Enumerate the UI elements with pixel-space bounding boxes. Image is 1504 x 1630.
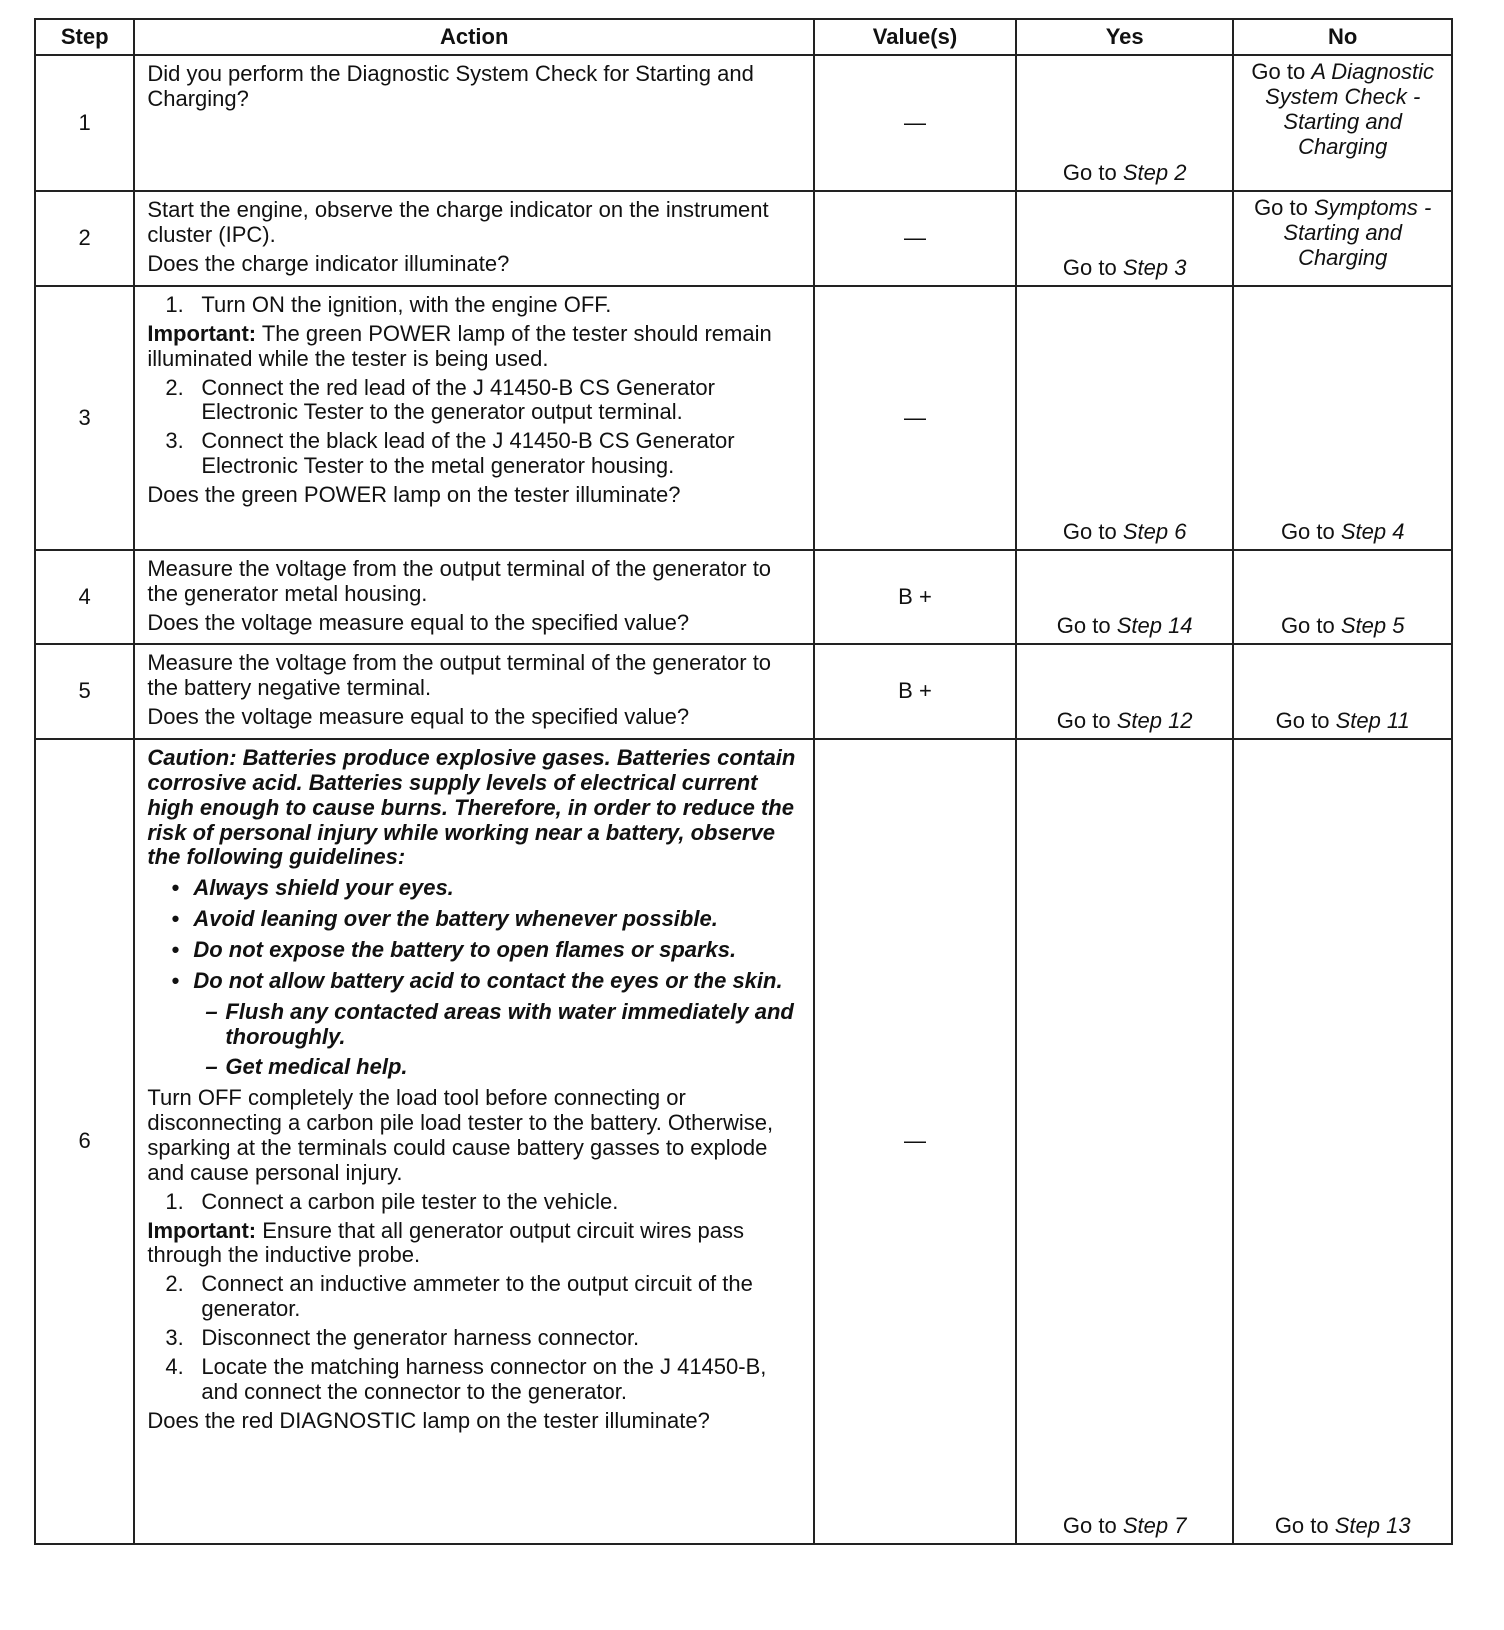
no-cell (1233, 644, 1452, 739)
step-number: 1 (35, 55, 134, 191)
important-label: Important: (147, 1217, 257, 1243)
dash-glyph: – (205, 1054, 218, 1080)
table-row (35, 739, 1452, 1544)
no-cell (1233, 739, 1452, 1544)
header-yes: Yes (1016, 19, 1234, 55)
value-cell: — (814, 55, 1016, 191)
no-step-link[interactable]: A Diagnostic System Check - Starting and Charging (1265, 59, 1435, 159)
yes-step-link[interactable]: Step 2 (1122, 160, 1187, 186)
action-cell (134, 644, 814, 739)
item-text: Connect an inductive ammeter to the output circuit of the generator. (201, 1271, 753, 1322)
step-number: 6 (35, 739, 134, 1544)
value-cell: B + (814, 644, 1016, 739)
action-question: Does the charge indicator illuminate? (147, 250, 510, 276)
sub-bullet-item (147, 1000, 803, 1050)
no-step-link[interactable]: Step 11 (1335, 708, 1410, 734)
bullet-text: Avoid leaning over the battery whenever possible. (193, 906, 718, 932)
no-step-link[interactable]: Step 4 (1340, 519, 1405, 545)
item-text: Disconnect the generator harness connector. (201, 1325, 640, 1351)
action-cell (134, 55, 814, 191)
sub-bullet-item (147, 1055, 803, 1080)
bullet-glyph: • (171, 906, 180, 932)
yes-step-link[interactable]: Step 7 (1122, 1513, 1187, 1539)
item-number: 3. (165, 1325, 184, 1351)
action-text: Did you perform the Diagnostic System Check for Starting and Charging? (147, 61, 754, 111)
no-cell (1233, 550, 1452, 644)
yes-prefix: Go to (1062, 519, 1117, 545)
sub-bullet-text: Get medical help. (225, 1054, 408, 1080)
table-row (35, 550, 1452, 644)
action-text: Start the engine, observe the charge indicator on the instrument cluster (IPC). (147, 197, 769, 247)
no-cell (1233, 286, 1452, 550)
item-number: 3. (165, 428, 184, 454)
step-number: 2 (35, 191, 134, 286)
header-action: Action (134, 19, 814, 55)
numbered-item (147, 1272, 803, 1322)
bullet-item (147, 938, 803, 963)
yes-step-link[interactable]: Step 14 (1116, 613, 1193, 639)
yes-cell (1016, 550, 1234, 644)
item-text: Connect the red lead of the J 41450-B CS Generator Electronic Tester to the generator output terminal. (201, 374, 715, 425)
numbered-item (147, 429, 803, 479)
diagnostic-table (34, 18, 1453, 1545)
bullet-glyph: • (171, 967, 180, 993)
value-cell: — (814, 286, 1016, 550)
bullet-text: Always shield your eyes. (193, 875, 454, 901)
yes-prefix: Go to (1062, 255, 1117, 281)
bullet-glyph: • (171, 875, 180, 901)
important-note (147, 1219, 803, 1269)
important-text: The green POWER lamp of the tester should remain illuminated while the tester is being used. (147, 320, 772, 371)
item-number: 2. (165, 1271, 184, 1297)
yes-cell (1016, 191, 1234, 286)
turn-off-text: Turn OFF completely the load tool before connecting or disconnecting a carbon pile load tester to the battery. Otherwise, sparking at the terminals could cause battery gasses to explode and cause personal injury. (147, 1085, 774, 1185)
no-cell (1233, 55, 1452, 191)
bullet-text: Do not expose the battery to open flames or sparks. (193, 937, 737, 963)
header-row (35, 19, 1452, 55)
no-step-link[interactable]: Step 5 (1340, 613, 1405, 639)
yes-cell (1016, 644, 1234, 739)
action-text: Measure the voltage from the output terminal of the generator to the battery negative terminal. (147, 650, 772, 700)
action-question: Does the red DIAGNOSTIC lamp on the tester illuminate? (147, 1407, 710, 1433)
yes-cell (1016, 55, 1234, 191)
item-number: 4. (165, 1353, 184, 1379)
important-note (147, 322, 803, 372)
bullet-item (147, 876, 803, 901)
dash-glyph: – (205, 998, 218, 1024)
no-prefix: Go to (1254, 195, 1308, 220)
action-cell (134, 191, 814, 286)
important-text: Ensure that all generator output circuit wires pass through the inductive probe. (147, 1217, 745, 1268)
step-number: 3 (35, 286, 134, 550)
sub-bullet-text: Flush any contacted areas with water immediately and thoroughly. (225, 998, 794, 1049)
yes-step-link[interactable]: Step 12 (1116, 708, 1193, 734)
table-row (35, 644, 1452, 739)
no-cell (1233, 191, 1452, 286)
item-number: 2. (165, 374, 184, 400)
header-no: No (1233, 19, 1452, 55)
header-step: Step (35, 19, 134, 55)
item-text: Connect the black lead of the J 41450-B CS Generator Electronic Tester to the metal generator housing. (201, 428, 735, 479)
no-prefix: Go to (1280, 519, 1335, 545)
item-number: 1. (165, 1188, 184, 1214)
yes-prefix: Go to (1062, 160, 1117, 186)
action-question: Does the green POWER lamp on the tester illuminate? (147, 482, 681, 508)
no-prefix: Go to (1274, 1513, 1329, 1539)
no-prefix: Go to (1251, 59, 1306, 84)
action-cell (134, 550, 814, 644)
item-number: 1. (165, 292, 184, 317)
value-cell: B + (814, 550, 1016, 644)
step-number: 5 (35, 644, 134, 739)
no-step-link[interactable]: Step 13 (1334, 1513, 1411, 1539)
yes-cell (1016, 286, 1234, 550)
numbered-item (147, 293, 803, 318)
numbered-item (147, 376, 803, 426)
important-label: Important: (147, 320, 257, 346)
step-number: 4 (35, 550, 134, 644)
bullet-text: Do not allow battery acid to contact the eyes or the skin. (193, 967, 783, 993)
value-cell: — (814, 739, 1016, 1544)
yes-step-link[interactable]: Step 6 (1122, 519, 1187, 545)
table-row (35, 55, 1452, 191)
table-row (35, 191, 1452, 286)
action-question: Does the voltage measure equal to the specified value? (147, 609, 690, 635)
action-question: Does the voltage measure equal to the specified value? (147, 703, 690, 729)
bullet-item (147, 907, 803, 932)
bullet-item (147, 969, 803, 994)
numbered-item (147, 1326, 803, 1351)
value-cell: — (814, 191, 1016, 286)
bullet-glyph: • (171, 937, 180, 963)
action-cell (134, 739, 814, 1544)
yes-cell (1016, 739, 1234, 1544)
item-text: Turn ON the ignition, with the engine OFF. (201, 292, 612, 317)
table-row (35, 286, 1452, 550)
header-values: Value(s) (814, 19, 1016, 55)
yes-step-link[interactable]: Step 3 (1122, 255, 1187, 281)
no-step-link[interactable]: Symptoms - Starting and Charging (1283, 195, 1432, 270)
action-cell (134, 286, 814, 550)
item-text: Locate the matching harness connector on the J 41450-B, and connect the connector to the generator. (201, 1353, 767, 1404)
no-prefix: Go to (1275, 708, 1330, 734)
yes-prefix: Go to (1056, 708, 1111, 734)
yes-prefix: Go to (1062, 1513, 1117, 1539)
action-text: Measure the voltage from the output terminal of the generator to the generator metal housing. (147, 556, 772, 606)
caution-text: Caution: Batteries produce explosive gases. Batteries contain corrosive acid. Batteries supply levels of electrical current high enough to cause burns. Therefore, in order to reduce the risk of personal injury while working near a battery, observe the following guidelines: (147, 745, 796, 870)
numbered-item (147, 1355, 803, 1405)
item-text: Connect a carbon pile tester to the vehicle. (201, 1188, 619, 1214)
yes-prefix: Go to (1056, 613, 1111, 639)
no-prefix: Go to (1280, 613, 1335, 639)
numbered-item (147, 1190, 803, 1215)
